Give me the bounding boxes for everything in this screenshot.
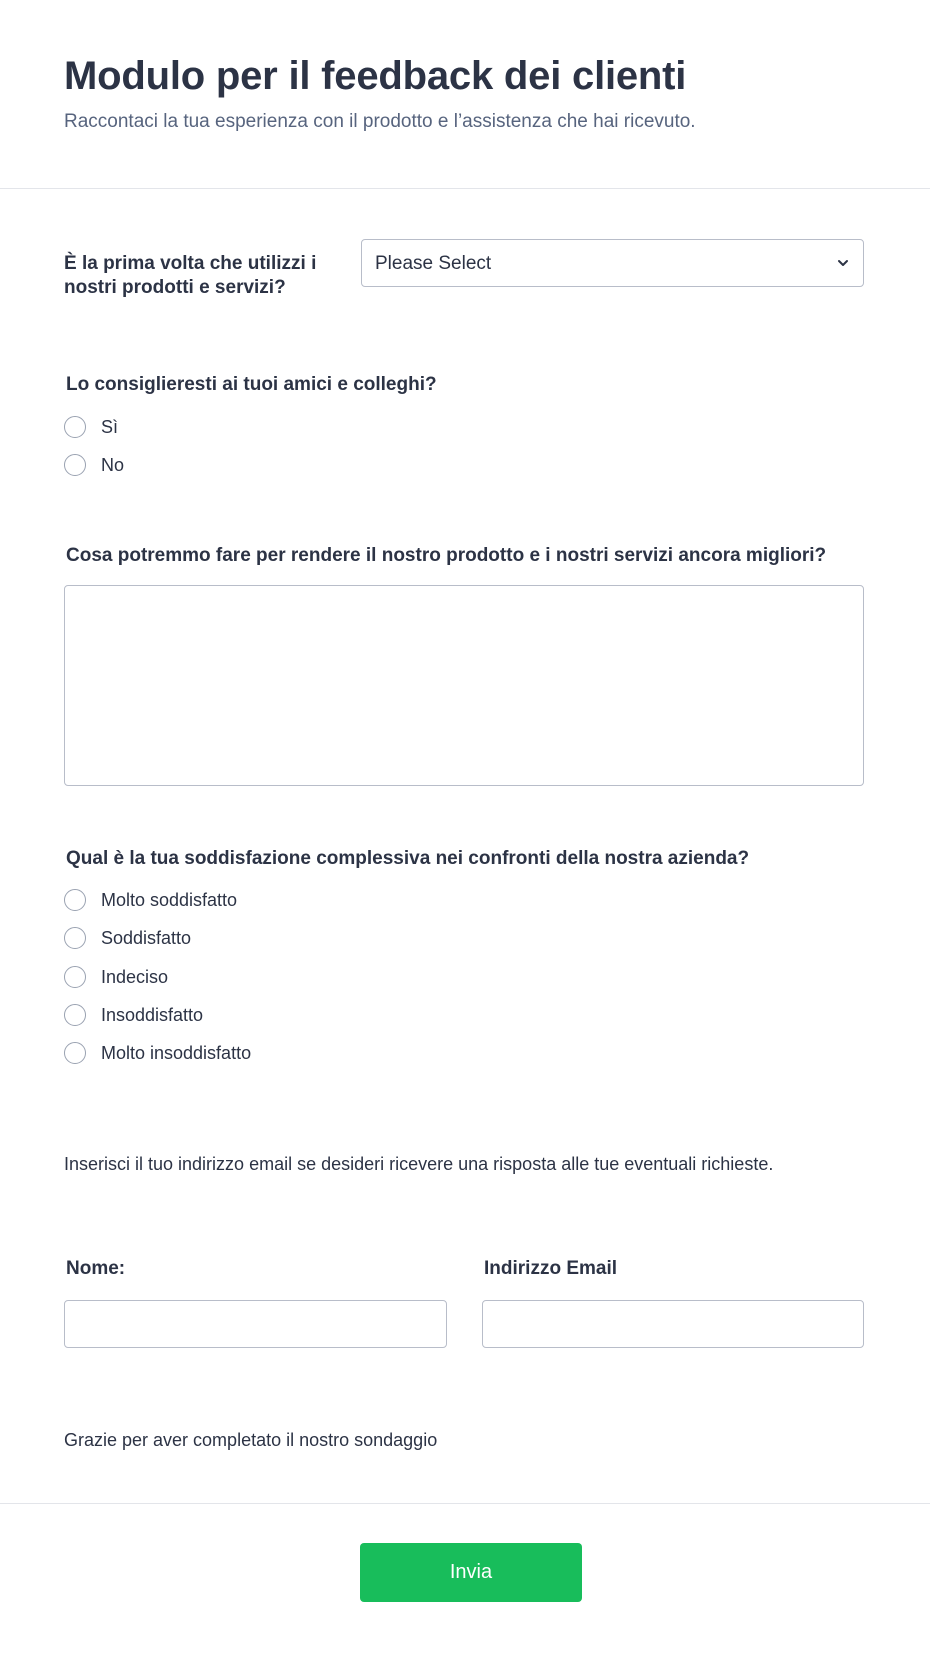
email-label: Indirizzo Email <box>484 1258 618 1279</box>
improve-label: Cosa potremmo fare per rendere il nostro prodotto e i nostri servizi ancora migliori? <box>66 545 827 566</box>
form-footer <box>0 1503 930 1653</box>
form-header <box>0 0 930 189</box>
radio-button[interactable] <box>64 1004 86 1026</box>
recommend-option-yes[interactable] <box>64 416 464 442</box>
radio-button[interactable] <box>64 889 86 911</box>
satisfaction-option-satisfied[interactable] <box>64 927 464 953</box>
submit-button[interactable]: Invia <box>360 1543 582 1602</box>
email-note: Inserisci il tuo indirizzo email se desideri ricevere una risposta alle tue eventuali richieste. <box>64 1154 774 1174</box>
email-input[interactable] <box>482 1300 864 1348</box>
radio-button[interactable] <box>64 454 86 476</box>
form-title: Modulo per il feedback dei clienti <box>64 54 687 98</box>
radio-label: Insoddisfatto <box>101 1005 204 1025</box>
name-input[interactable] <box>64 1300 447 1348</box>
thanks-text: Grazie per aver completato il nostro sondaggio <box>64 1430 438 1450</box>
radio-button[interactable] <box>64 416 86 438</box>
radio-label: No <box>101 455 125 475</box>
radio-label: Soddisfatto <box>101 928 192 948</box>
radio-button[interactable] <box>64 1042 86 1064</box>
radio-label: Sì <box>101 417 119 437</box>
satisfaction-label: Qual è la tua soddisfazione complessiva nei confronti della nostra azienda? <box>66 848 750 869</box>
radio-label: Molto insoddisfatto <box>101 1043 252 1063</box>
first-time-label-line1: È la prima volta che utilizzi i <box>64 253 317 274</box>
recommend-option-no[interactable] <box>64 454 464 480</box>
name-label: Nome: <box>66 1258 126 1279</box>
radio-label: Molto soddisfatto <box>101 890 238 910</box>
radio-button[interactable] <box>64 927 86 949</box>
chevron-down-icon <box>835 255 851 271</box>
satisfaction-option-unsatisfied[interactable] <box>64 1004 464 1030</box>
improve-textarea[interactable] <box>64 585 864 786</box>
first-time-label-line2: nostri prodotti e servizi? <box>64 277 286 298</box>
first-time-select[interactable] <box>361 239 864 287</box>
radio-label: Indeciso <box>101 967 169 987</box>
satisfaction-option-very-satisfied[interactable] <box>64 889 464 915</box>
select-value: Please Select <box>375 253 492 274</box>
satisfaction-option-undecided[interactable] <box>64 966 464 992</box>
satisfaction-option-very-unsatisfied[interactable] <box>64 1042 464 1068</box>
form-subtitle: Raccontaci la tua esperienza con il prodotto e l’assistenza che hai ricevuto. <box>64 111 696 132</box>
recommend-label: Lo consiglieresti ai tuoi amici e colleghi? <box>66 374 437 395</box>
radio-button[interactable] <box>64 966 86 988</box>
